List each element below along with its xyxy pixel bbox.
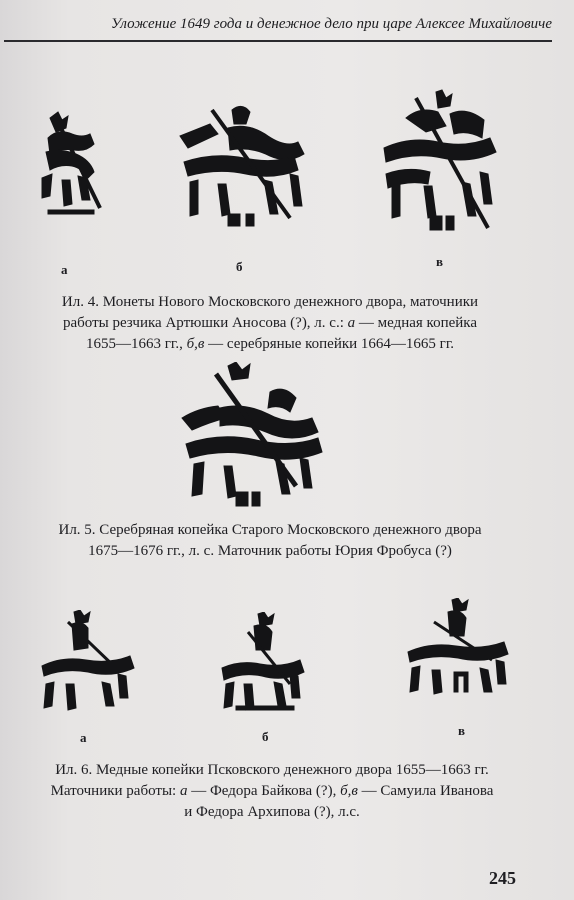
figure6-label-a: а xyxy=(80,730,87,745)
coin-image-6b xyxy=(216,612,306,712)
figure4-caption-line1: Ил. 4. Монеты Нового Московского денежного двора, маточники xyxy=(61,294,479,310)
coin-image-4b xyxy=(172,100,322,232)
figure6-caption-line1: Ил. 6. Медные копейки Псковского денежного двора 1655—1663 гг. xyxy=(55,762,489,778)
figure5-caption xyxy=(10,520,530,562)
coin-image-6v xyxy=(404,598,512,698)
coin-image-5 xyxy=(172,362,332,512)
page-number: 245 xyxy=(489,868,516,888)
figure4-caption-line2: работы резчика Артюшки Аносова (?), л. с.: а — медная копейка xyxy=(62,315,477,331)
figure4-caption-line3: 1655—1663 гг., б,в — серебряные копейки 1664—1665 гг. xyxy=(85,336,455,352)
figure5-caption-line1: Ил. 5. Серебряная копейка Старого Московского денежного двора xyxy=(58,522,482,538)
running-head: Уложение 1649 года и денежное дело при царе Алексее Михайловиче xyxy=(111,16,552,32)
figure6-caption xyxy=(12,760,532,823)
figure6-caption-line2: Маточники работы: а — Федора Байкова (?), б,в — Самуила Иванова xyxy=(50,783,494,799)
figure6-label-v: в xyxy=(458,723,466,738)
figure6-label-b: б xyxy=(262,729,269,744)
figure4-label-b: б xyxy=(236,259,243,274)
coin-image-4v xyxy=(376,88,502,234)
figure4-label-a: а xyxy=(61,262,68,277)
figure6-caption-line3: и Федора Архипова (?), л.с. xyxy=(184,804,360,820)
coin-image-4a xyxy=(28,108,108,220)
figure4-label-v: в xyxy=(436,254,444,269)
header-rule xyxy=(4,40,552,42)
figure5-caption-line2: 1675—1676 гг., л. с. Маточник работы Юрия Фробуса (?) xyxy=(88,543,452,559)
figure4-caption xyxy=(10,292,530,355)
coin-image-6a xyxy=(38,610,136,712)
